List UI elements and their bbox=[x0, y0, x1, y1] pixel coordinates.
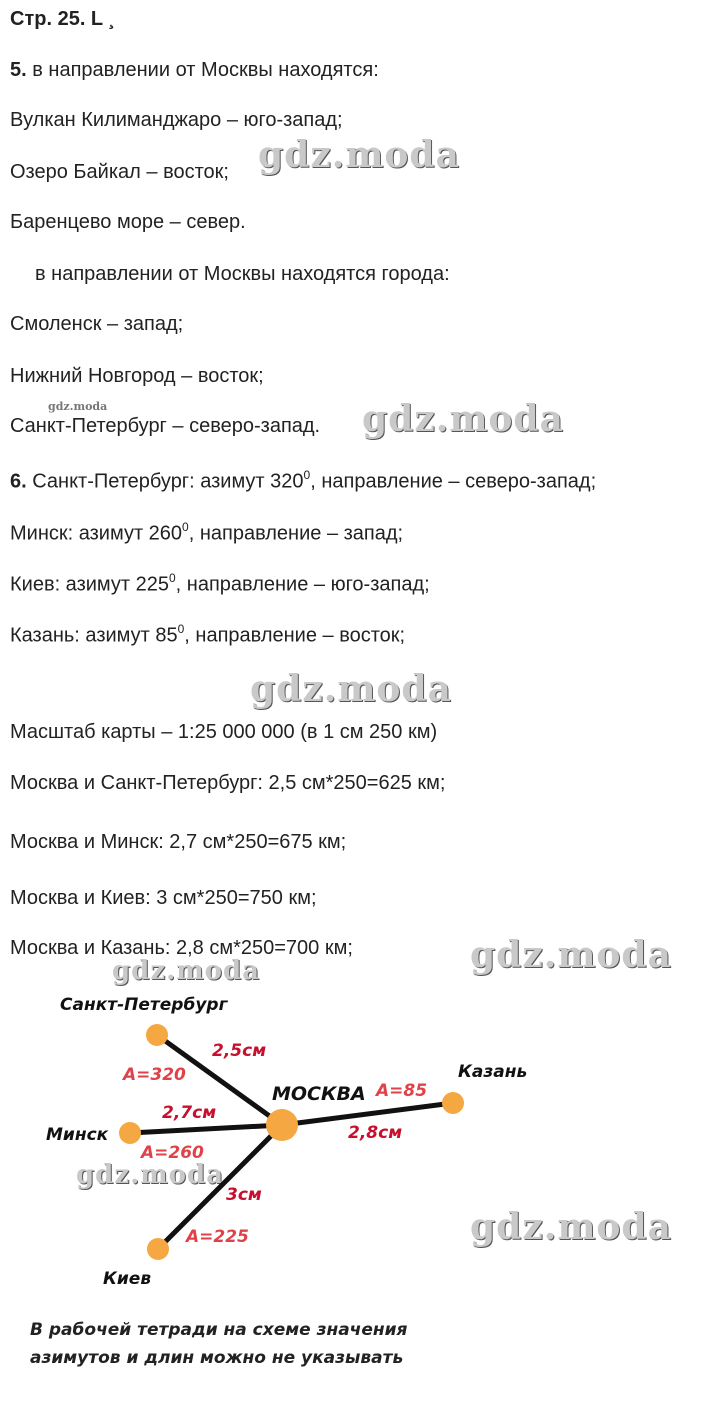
task6-row-direction: , направление – юго-запад; bbox=[175, 573, 430, 596]
task6-row-direction: , направление – запад; bbox=[188, 522, 404, 545]
task6-row bbox=[10, 618, 405, 648]
task6-row-direction: , направление – северо-запад; bbox=[310, 470, 597, 493]
watermark: gdz.moda bbox=[112, 956, 261, 986]
watermark: gdz.moda bbox=[470, 1206, 672, 1248]
degree-mark: 0 bbox=[303, 468, 311, 482]
task6-row-text: Киев: азимут 225 bbox=[10, 573, 169, 596]
azimuth-kazan: A=85 bbox=[376, 1081, 428, 1101]
azimuth-spb: A=320 bbox=[123, 1065, 186, 1085]
watermark: gdz.moda bbox=[48, 400, 108, 413]
task6-row-text: Казань: азимут 85 bbox=[10, 624, 178, 647]
task6-row bbox=[10, 567, 430, 597]
degree-mark: 0 bbox=[168, 571, 176, 585]
diagram-labels bbox=[46, 995, 527, 1289]
task5-item: Вулкан Килиманджаро – юго-запад; bbox=[10, 109, 343, 131]
diagram-note-line: В рабочей тетради на схеме значения bbox=[30, 1320, 408, 1340]
azimuth-minsk: A=260 bbox=[141, 1143, 204, 1163]
node-spb bbox=[146, 1024, 168, 1046]
label-kiev: Киев bbox=[103, 1269, 152, 1289]
task6-row bbox=[10, 464, 596, 494]
task5-intro-text: в направлении от Москвы находятся: bbox=[32, 59, 379, 81]
node-minsk bbox=[119, 1122, 141, 1144]
task5-number: 5. bbox=[10, 59, 27, 81]
degree-mark: 0 bbox=[177, 622, 185, 636]
node-moscow bbox=[266, 1109, 298, 1141]
task6-distance: Москва и Минск: 2,7 см*250=675 км; bbox=[10, 831, 347, 853]
length-minsk: 2,7см bbox=[162, 1103, 217, 1123]
task5-cities-intro: в направлении от Москвы находятся города: bbox=[35, 263, 450, 285]
watermark: gdz.moda bbox=[258, 134, 460, 176]
task6-distance: Москва и Казань: 2,8 см*250=700 км; bbox=[10, 937, 353, 959]
label-spb: Санкт-Петербург bbox=[60, 995, 228, 1015]
task5-intro bbox=[10, 58, 379, 82]
nodes bbox=[119, 1024, 464, 1260]
diagram-note-line: азимутов и длин можно не указывать bbox=[30, 1348, 404, 1368]
task6-distance: Москва и Киев: 3 см*250=750 км; bbox=[10, 887, 317, 909]
node-kazan bbox=[442, 1092, 464, 1114]
degree-mark: 0 bbox=[182, 520, 189, 534]
watermark: gdz.moda bbox=[76, 1160, 225, 1190]
watermark: gdz.moda bbox=[362, 398, 564, 440]
line-minsk bbox=[130, 1125, 282, 1133]
task5-city: Смоленск – запад; bbox=[10, 313, 184, 335]
label-moscow: МОСКВА bbox=[272, 1083, 366, 1105]
length-kazan: 2,8см bbox=[348, 1123, 403, 1143]
task5-item: Озеро Байкал – восток; bbox=[10, 161, 229, 183]
watermark: gdz.moda bbox=[250, 668, 452, 710]
length-kiev: 3см bbox=[226, 1185, 262, 1205]
task5-item: Баренцево море – север. bbox=[10, 211, 246, 233]
task6-row-direction: , направление – восток; bbox=[184, 624, 406, 647]
task5-city: Нижний Новгород – восток; bbox=[10, 365, 264, 387]
length-spb: 2,5см bbox=[212, 1041, 267, 1061]
task6-distance: Москва и Санкт-Петербург: 2,5 см*250=625 км; bbox=[10, 772, 446, 794]
task6-scale: Масштаб карты – 1:25 000 000 (в 1 см 250 км) bbox=[10, 721, 438, 743]
task6-row bbox=[10, 516, 403, 546]
task6-number: 6. bbox=[10, 470, 27, 493]
line-kazan bbox=[282, 1103, 453, 1125]
node-kiev bbox=[147, 1238, 169, 1260]
task5-city: Санкт-Петербург – северо-запад. bbox=[10, 415, 321, 437]
label-kazan: Казань bbox=[458, 1062, 528, 1082]
azimuth-kiev: A=225 bbox=[186, 1227, 249, 1247]
task6-row-text: Санкт-Петербург: азимут 320 bbox=[32, 470, 304, 493]
page-title: Стр. 25. L ¸ bbox=[10, 8, 115, 30]
label-minsk: Минск bbox=[46, 1125, 109, 1145]
watermark: gdz.moda bbox=[470, 934, 672, 976]
task6-row-text: Минск: азимут 260 bbox=[10, 522, 183, 545]
azimuth-diagram bbox=[0, 960, 708, 1300]
